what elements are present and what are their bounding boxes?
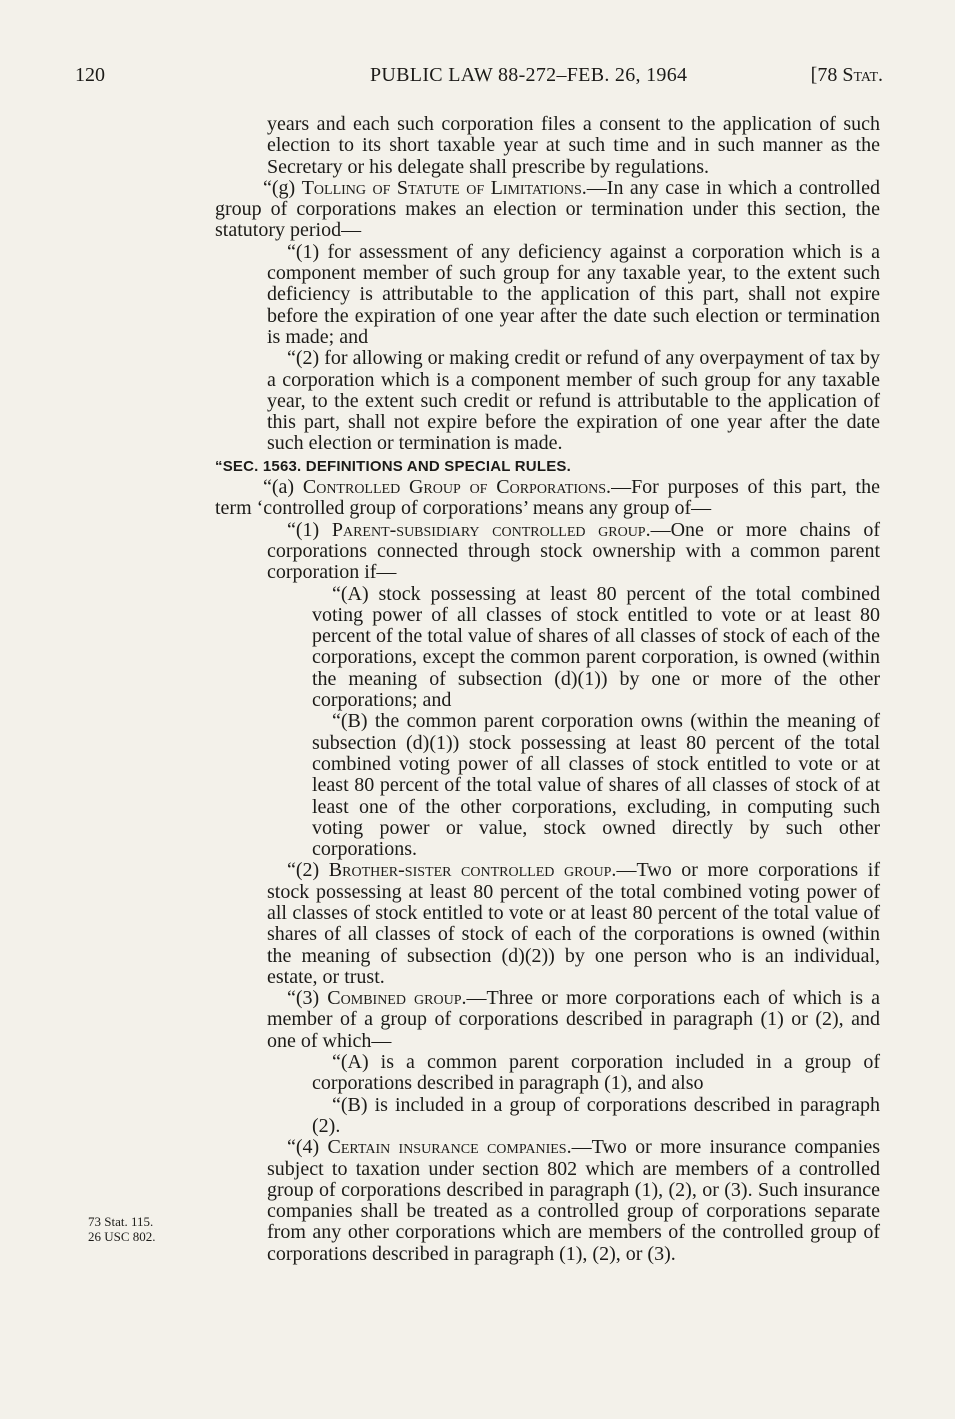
section-heading: “SEC. 1563. DEFINITIONS AND SPECIAL RULES. [215,457,571,475]
paragraph-a4 [215,1137,880,1265]
paragraph-a2 [215,860,880,988]
paragraph-a3-label: “(3) [287,987,328,1010]
paragraph-a3-heading: Combined group. [327,987,467,1010]
page-number: 120 [75,64,105,86]
paragraph-continuation: years and each such corporation files a consent to the application of such election to its short taxable year at such time and in such manner as the Secretary or his delegate shall prescribe by regulations. [267,113,880,178]
paragraph-a2-label: “(2) [287,859,329,882]
paragraph-a2-body: —Two or more corporations if stock possessing at least 80 percent of the total combined voting power of all classes of stock entitled to vote or at least 80 percent of the total value of shares of all classes of stock of each of the corporations is owned (within the meaning of subsection (d)(2)) by one person who is an individual, estate, or trust. [267,859,880,988]
paragraph-a4-heading: Certain insurance companies. [327,1136,572,1159]
subsection-g-label: “(g) [263,176,302,199]
page-header [75,64,883,90]
paragraph-a1-label: “(1) [287,518,332,541]
subsection-g [215,178,880,242]
paragraph-g2: “(2) for allowing or making credit or refund of any overpayment of tax by a corporation which is a component member of such group for any taxable year, to the extent such credit or refund is attributable to the application of this part, shall not expire before the expiration of one year after the date such election or termination is made. [267,347,880,455]
subsection-g-heading: Tolling of Statute of Limitations. [301,176,587,199]
subsection-g-body: —In any case in which a controlled group of corporations makes an election or termination under this section, the statutory period— [215,176,880,242]
subsection-a-label: “(a) [263,476,303,499]
document-body [215,114,880,1265]
clause-a1-A: “(A) stock possessing at least 80 percent of the total combined voting power of all classes of stock entitled to vote or at least 80 percent of the total value of shares of all classes of stock of each of the corporations, except the common parent corporation, is owned (within the meaning of subsection (d)(1)) by one or more of the other corporations; and [312,582,880,712]
clause-a1-B: “(B) the common parent corporation owns (within the meaning of subsection (d)(1)) stock possessing at least 80 percent of the total combined voting power of all classes of stock entitled to vote or at least 80 percent of the total value of shares of all classes of stock of at least one of the other corporations, excluding, in computing such voting power or value, stock owned directly by such other corporations. [312,710,880,861]
clause-a3-B: “(B) is included in a group of corporations described in paragraph (2). [312,1093,880,1137]
paragraph-g1: “(1) for assessment of any deficiency against a corporation which is a component member of such group for any taxable year, to the extent such deficiency is attributable to the application of this part, shall not expire before the expiration of one year after the date such election or termination is made; and [267,240,880,348]
statute-reference: [78 Stat. [810,64,883,86]
clause-a3-A: “(A) is a common parent corporation included in a group of corporations described in paragraph (1), and also [312,1051,880,1095]
paragraph-a4-label: “(4) [287,1136,328,1159]
margin-citation-stat: 73 Stat. 115. [88,1214,154,1229]
page-title: PUBLIC LAW 88-272–FEB. 26, 1964 [370,64,688,86]
paragraph-a1-heading: Parent-subsidiary controlled group. [331,518,651,541]
subsection-a-heading: Controlled Group of Corporations. [302,476,612,499]
paragraph-a4-body: —Two or more insurance companies subject to taxation under section 802 which are members of a controlled group of corporations described in paragraph (1), (2), or (3). Such insurance companies shall be treated as a controlled group of corporations separate from any other corporations which are members of the controlled group of corporations described in paragraph (1), (2), or (3). [267,1136,880,1265]
paragraph-a1 [215,520,880,584]
subsection-a-body: —For purposes of this part, the term ‘controlled group of corporations’ means any group of— [215,476,880,520]
paragraph-a3-body: —Three or more corporations each of which is a member of a group of corporations described in paragraph (1) or (2), and one of which— [267,987,880,1052]
margin-citation-usc: 26 USC 802. [88,1229,156,1244]
margin-citation [88,1214,156,1244]
paragraph-a2-heading: Brother-sister controlled group. [328,859,617,882]
subsection-a [215,477,880,520]
paragraph-a3 [215,988,880,1052]
paragraph-a1-body: —One or more chains of corporations connected through stock ownership with a common parent corporation if— [267,518,881,584]
